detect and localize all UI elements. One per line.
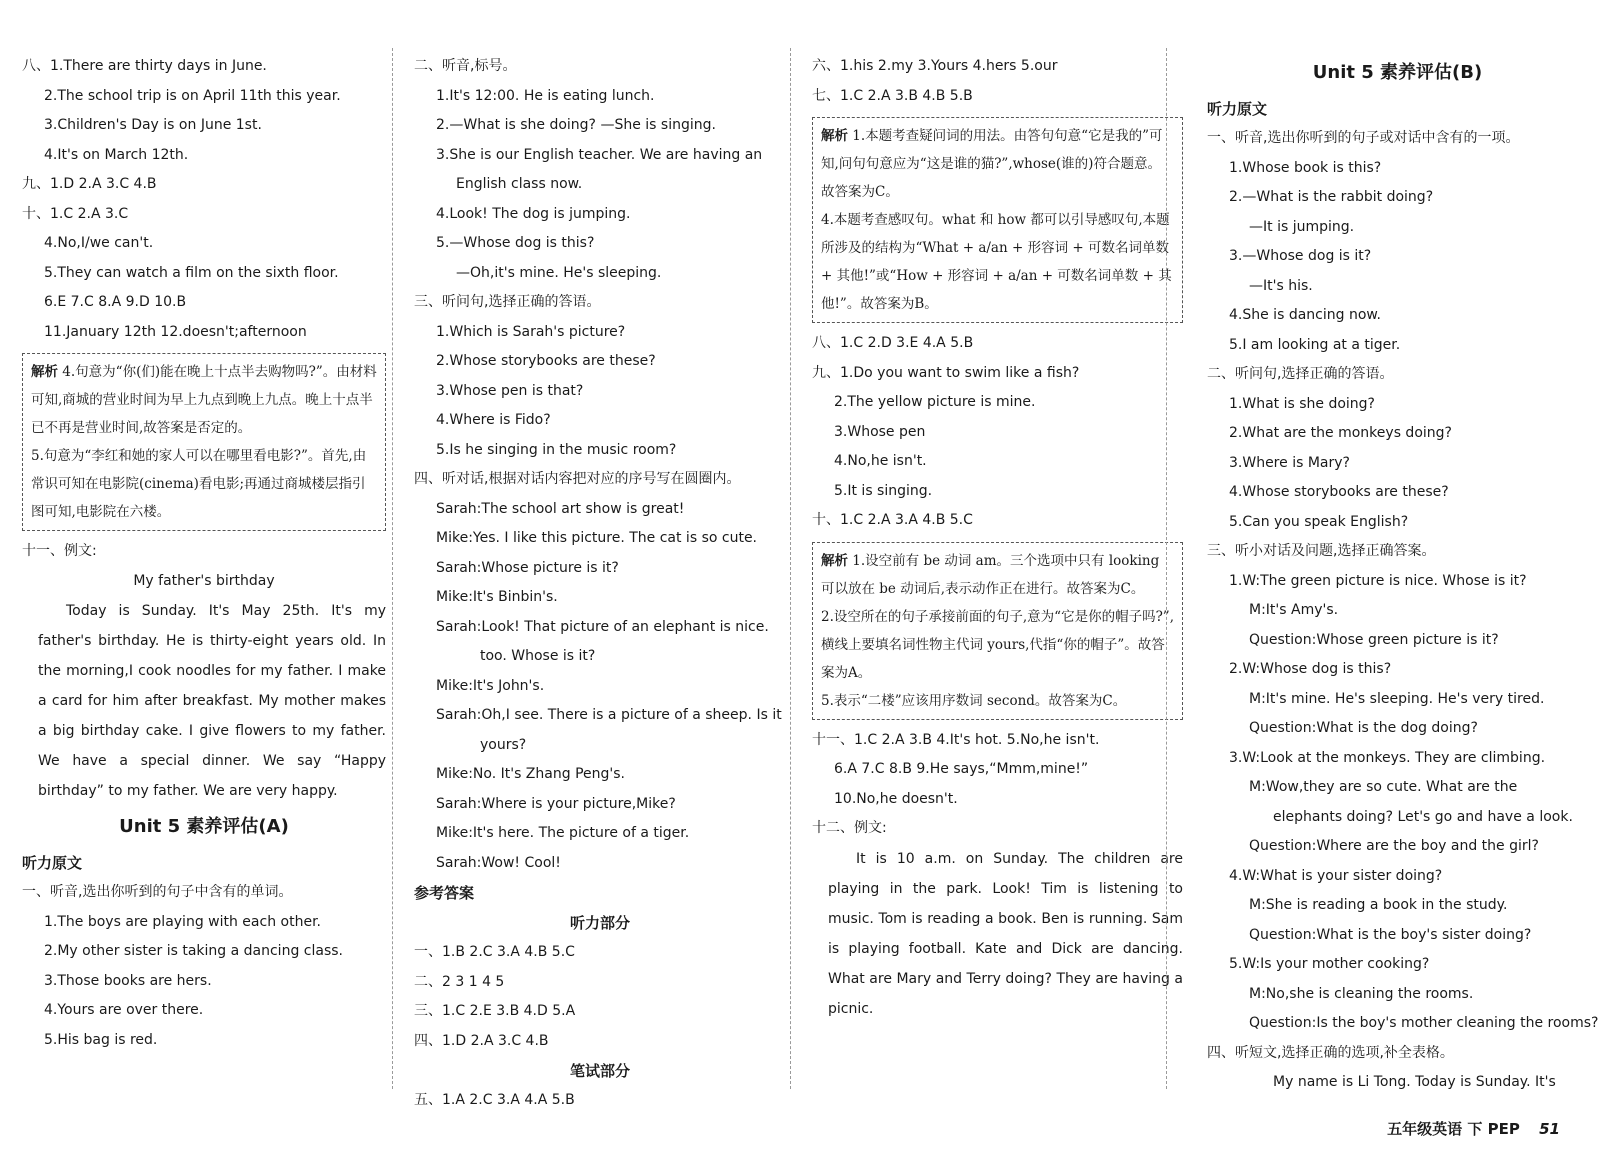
footer-subject: 五年级英语 [1387, 1120, 1463, 1138]
section-3-item: 4.Where is Fido? [436, 412, 551, 428]
listening-title-b: 听力原文 [1207, 100, 1268, 118]
listening-answer: 四、1.D 2.A 3.C 4.B [414, 1032, 549, 1049]
analysis-tag: 解析 [821, 128, 848, 144]
answer-10: 十、1.C 2.A 3.A 4.B 5.C [812, 512, 973, 528]
analysis-box-1 [812, 117, 1183, 323]
section-2-item: English class now. [456, 176, 583, 192]
dialogue-line: too. Whose is it? [480, 648, 596, 664]
section-2-item: 5.—Whose dog is this? [436, 235, 595, 251]
dialogue-line: Sarah:The school art show is great! [436, 500, 685, 517]
answer-8-4: 4.It's on March 12th. [44, 146, 189, 163]
b-section-2-item: 3.Where is Mary? [1229, 454, 1350, 471]
column-4 [1195, 0, 1600, 1149]
answer-9-1: 九、1.Do you want to swim like a fish? [812, 364, 1080, 381]
dialogue-line: Mike:Yes. I like this picture. The cat is so cute. [436, 530, 758, 546]
column-divider [790, 48, 791, 1089]
section-2-item: 2.—What is she doing? —She is singing. [436, 117, 716, 133]
section-3-title: 三、听问句,选择正确的答语。 [414, 294, 601, 310]
listening-part-title: 听力部分 [569, 914, 630, 932]
answer-12-label: 十二、例文: [812, 820, 887, 836]
answer-10-11: 11.January 12th 12.doesn't;afternoon [44, 323, 307, 340]
column-divider [392, 48, 393, 1089]
analysis-p1 [31, 358, 377, 442]
essay-text: Today is Sunday. It's May 25th. It's my father's birthday. He is thirty-eight years old. In the morning,I cook noodles for my father. I make a card for him after breakfast. My mother makes a big birthday cake. I give flowers to my father. We have a special dinner. We say “Happy birthday” to my father. We are very happy. [38, 603, 386, 799]
footer-edition: 下 PEP [1467, 1120, 1520, 1138]
column-divider [1166, 48, 1167, 1089]
b-section-1-line: 3.—Whose dog is it? [1229, 248, 1372, 264]
unit-a-title: Unit 5 素养评估(A) [119, 816, 289, 837]
section-3-item: 3.Whose pen is that? [436, 382, 584, 399]
section-1-item: 1.The boys are playing with each other. [44, 913, 321, 930]
column-3 [800, 0, 1195, 1149]
section-1-item: 2.My other sister is taking a dancing class. [44, 943, 343, 959]
page-number: 51 [1539, 1120, 1560, 1138]
column-1 [0, 0, 400, 1149]
b-section-3-line: 3.W:Look at the monkeys. They are climbing. [1229, 749, 1546, 766]
analysis-2-text-2: 2.设空所在的句子承接前面的句子,意为“它是你的帽子吗?”,横线上要填名词性物主代词 yours,代指“你的帽子”。故答案为A。 [821, 608, 1175, 681]
listening-answer: 三、1.C 2.E 3.B 4.D 5.A [414, 1003, 576, 1019]
b-section-3-line: elephants doing? Let's go and have a look. [1273, 808, 1573, 825]
dialogue-line: Sarah:Whose picture is it? [436, 559, 619, 576]
b-section-3-line: 4.W:What is your sister doing? [1229, 867, 1443, 884]
dialogue-line: Sarah:Wow! Cool! [436, 854, 561, 871]
b-section-1-line: 4.She is dancing now. [1229, 307, 1382, 323]
listening-answer: 二、2 3 1 4 5 [414, 973, 505, 990]
b-section-3-line: Question:Where are the boy and the girl? [1249, 838, 1539, 854]
analysis-text-1: 4.句意为“你(们)能在晚上十点半去购物吗?”。由材料可知,商城的营业时间为早上九点到晚上九点。晚上十点半已不再是营业时间,故答案是否定的。 [31, 364, 377, 436]
b-section-3-line: M:No,she is cleaning the rooms. [1249, 985, 1474, 1002]
b-section-1-line: 2.—What is the rabbit doing? [1229, 189, 1434, 205]
analysis-2-p1 [821, 547, 1174, 603]
unit-b-title: Unit 5 素养评估(B) [1312, 62, 1483, 83]
b-section-1-line: 5.I am looking at a tiger. [1229, 336, 1401, 353]
b-section-2-item: 2.What are the monkeys doing? [1229, 425, 1452, 441]
written-answer: 五、1.A 2.C 3.A 4.A 5.B [414, 1092, 575, 1108]
analysis-tag: 解析 [31, 364, 58, 380]
b-section-3-line: M:It's mine. He's sleeping. He's very tired. [1249, 690, 1545, 707]
section-2-item: 3.She is our English teacher. We are having an [436, 146, 763, 163]
b-section-3-line: M:Wow,they are so cute. What are the [1249, 779, 1518, 795]
section-3-item: 1.Which is Sarah's picture? [436, 323, 626, 340]
analysis-2-text-3: 5.表示“二楼”应该用序数词 second。故答案为C。 [821, 692, 1127, 709]
written-part-title: 笔试部分 [569, 1062, 630, 1080]
b-section-3-line: Question:What is the dog doing? [1249, 720, 1478, 736]
answer-8: 八、1.C 2.D 3.E 4.A 5.B [812, 335, 974, 351]
answer-11-1: 十一、1.C 2.A 3.B 4.It's hot. 5.No,he isn't. [812, 731, 1100, 748]
page-footer [1387, 1118, 1560, 1139]
answer-9-2: 2.The yellow picture is mine. [834, 394, 1036, 410]
section-2-title: 二、听音,标号。 [414, 58, 517, 74]
answer-9: 九、1.D 2.A 3.C 4.B [22, 176, 157, 192]
dialogue-line: Mike:It's here. The picture of a tiger. [436, 825, 690, 841]
section-2-item: —Oh,it's mine. He's sleeping. [456, 264, 662, 281]
section-1-item: 3.Those books are hers. [44, 972, 212, 989]
dialogue-line: Sarah:Oh,I see. There is a picture of a sheep. Is it [436, 707, 782, 723]
answer-11-6: 6.A 7.C 8.B 9.He says,“Mmm,mine!” [834, 761, 1089, 777]
b-section-1-title: 一、听音,选出你听到的句子或对话中含有的一项。 [1207, 130, 1520, 146]
dialogue-line: yours? [480, 736, 527, 753]
section-3-item: 5.Is he singing in the music room? [436, 441, 677, 458]
analysis-1-p1 [821, 122, 1174, 206]
section-1-item: 4.Yours are over there. [44, 1002, 204, 1018]
dialogue-line: Sarah:Look! That picture of an elephant is nice. [436, 618, 769, 635]
analysis-text-2: 5.句意为“李红和她的家人可以在哪里看电影?”。首先,由常识可知在电影院(cinema)看电影;再通过商城楼层指引图可知,电影院在六楼。 [31, 448, 367, 520]
section-2-item: 4.Look! The dog is jumping. [436, 205, 631, 222]
b-section-3-line: 5.W:Is your mother cooking? [1229, 956, 1430, 972]
answer-8-3: 3.Children's Day is on June 1st. [44, 117, 262, 133]
dialogue-line: Mike:It's Binbin's. [436, 589, 558, 605]
answer-10-4: 4.No,I/we can't. [44, 235, 154, 251]
b-section-4-title: 四、听短文,选择正确的选项,补全表格。 [1207, 1044, 1454, 1061]
essay-text-2: It is 10 a.m. on Sunday. The children are playing in the park. Look! Tim is listening to music. Tom is reading a book. Ben is running. Sam is playing football. Kate and Dick are dancing. What are Mary and Terry doing? They are having a picnic. [828, 850, 1183, 1017]
analysis-1-text-1: 1.本题考查疑问词的用法。由答句句意“它是我的”可知,问句句意应为“这是谁的猫?”,whose(谁的)符合题意。故答案为C。 [821, 128, 1163, 200]
b-section-3-line: 2.W:Whose dog is this? [1229, 661, 1392, 677]
answer-10-1: 十、1.C 2.A 3.C [22, 205, 129, 222]
dialogue-line: Mike:No. It's Zhang Peng's. [436, 766, 625, 782]
section-3-item: 2.Whose storybooks are these? [436, 353, 656, 369]
analysis-box [22, 353, 386, 531]
listening-answer: 一、1.B 2.C 3.A 4.B 5.C [414, 944, 575, 960]
section-1-item: 5.His bag is red. [44, 1031, 158, 1048]
b-section-3-line: M:It's Amy's. [1249, 602, 1339, 618]
b-section-1-line: 1.Whose book is this? [1229, 159, 1382, 176]
dialogue-line: Sarah:Where is your picture,Mike? [436, 795, 676, 812]
listening-title: 听力原文 [22, 854, 83, 872]
b-section-4-start: My name is Li Tong. Today is Sunday. It's [1273, 1074, 1556, 1090]
answer-11-label: 十一、例文: [22, 543, 97, 559]
answer-10-6: 6.E 7.C 8.A 9.D 10.B [44, 294, 187, 310]
b-section-2-item: 1.What is she doing? [1229, 395, 1375, 412]
answer-9-4: 4.No,he isn't. [834, 453, 927, 469]
analysis-2-text-1: 1.设空前有 be 动词 am。三个选项中只有 looking 可以放在 be 动词后,表示动作正在进行。故答案为C。 [821, 552, 1160, 597]
section-2-item: 1.It's 12:00. He is eating lunch. [436, 87, 655, 104]
b-section-1-line: —It is jumping. [1249, 218, 1355, 235]
b-section-3-line: Question:Is the boy's mother cleaning the rooms? [1249, 1015, 1599, 1031]
section-4-title: 四、听对话,根据对话内容把对应的序号写在圆圈内。 [414, 471, 741, 487]
answer-9-5: 5.It is singing. [834, 482, 933, 499]
answer-7: 七、1.C 2.A 3.B 4.B 5.B [812, 87, 973, 104]
section-1-title: 一、听音,选出你听到的句子中含有的单词。 [22, 884, 293, 900]
analysis-box-2 [812, 542, 1183, 720]
answer-6: 六、1.his 2.my 3.Yours 4.hers 5.our [812, 58, 1058, 74]
answer-11-10: 10.No,he doesn't. [834, 790, 958, 807]
answer-10-5: 5.They can watch a film on the sixth floor. [44, 264, 339, 281]
essay-title: My father's birthday [133, 572, 275, 589]
answer-9-3: 3.Whose pen [834, 423, 926, 440]
analysis-tag: 解析 [821, 552, 848, 569]
b-section-3-title: 三、听小对话及问题,选择正确答案。 [1207, 543, 1436, 559]
b-section-2-item: 4.Whose storybooks are these? [1229, 484, 1449, 500]
b-section-2-item: 5.Can you speak English? [1229, 513, 1409, 530]
b-section-3-line: M:She is reading a book in the study. [1249, 897, 1508, 913]
dialogue-line: Mike:It's John's. [436, 677, 545, 694]
reference-answers-title: 参考答案 [414, 884, 475, 902]
column-2 [400, 0, 800, 1149]
answer-8-2: 2.The school trip is on April 11th this year. [44, 87, 341, 104]
analysis-1-text-2: 4.本题考查感叹句。what 和 how 都可以引导感叹句,本题所涉及的结构为“What + a/an + 形容词 + 可数名词单数 + 其他!”或“How + 形容词 + a/an + 可数名词单数 + 其他!”。故答案为B。 [821, 212, 1172, 312]
answer-8-1: 八、1.There are thirty days in June. [22, 58, 267, 74]
b-section-3-line: Question:Whose green picture is it? [1249, 631, 1499, 648]
b-section-1-line: —It's his. [1249, 277, 1313, 294]
b-section-3-line: Question:What is the boy's sister doing? [1249, 926, 1532, 943]
b-section-3-line: 1.W:The green picture is nice. Whose is it? [1229, 572, 1527, 589]
b-section-2-title: 二、听问句,选择正确的答语。 [1207, 366, 1394, 382]
